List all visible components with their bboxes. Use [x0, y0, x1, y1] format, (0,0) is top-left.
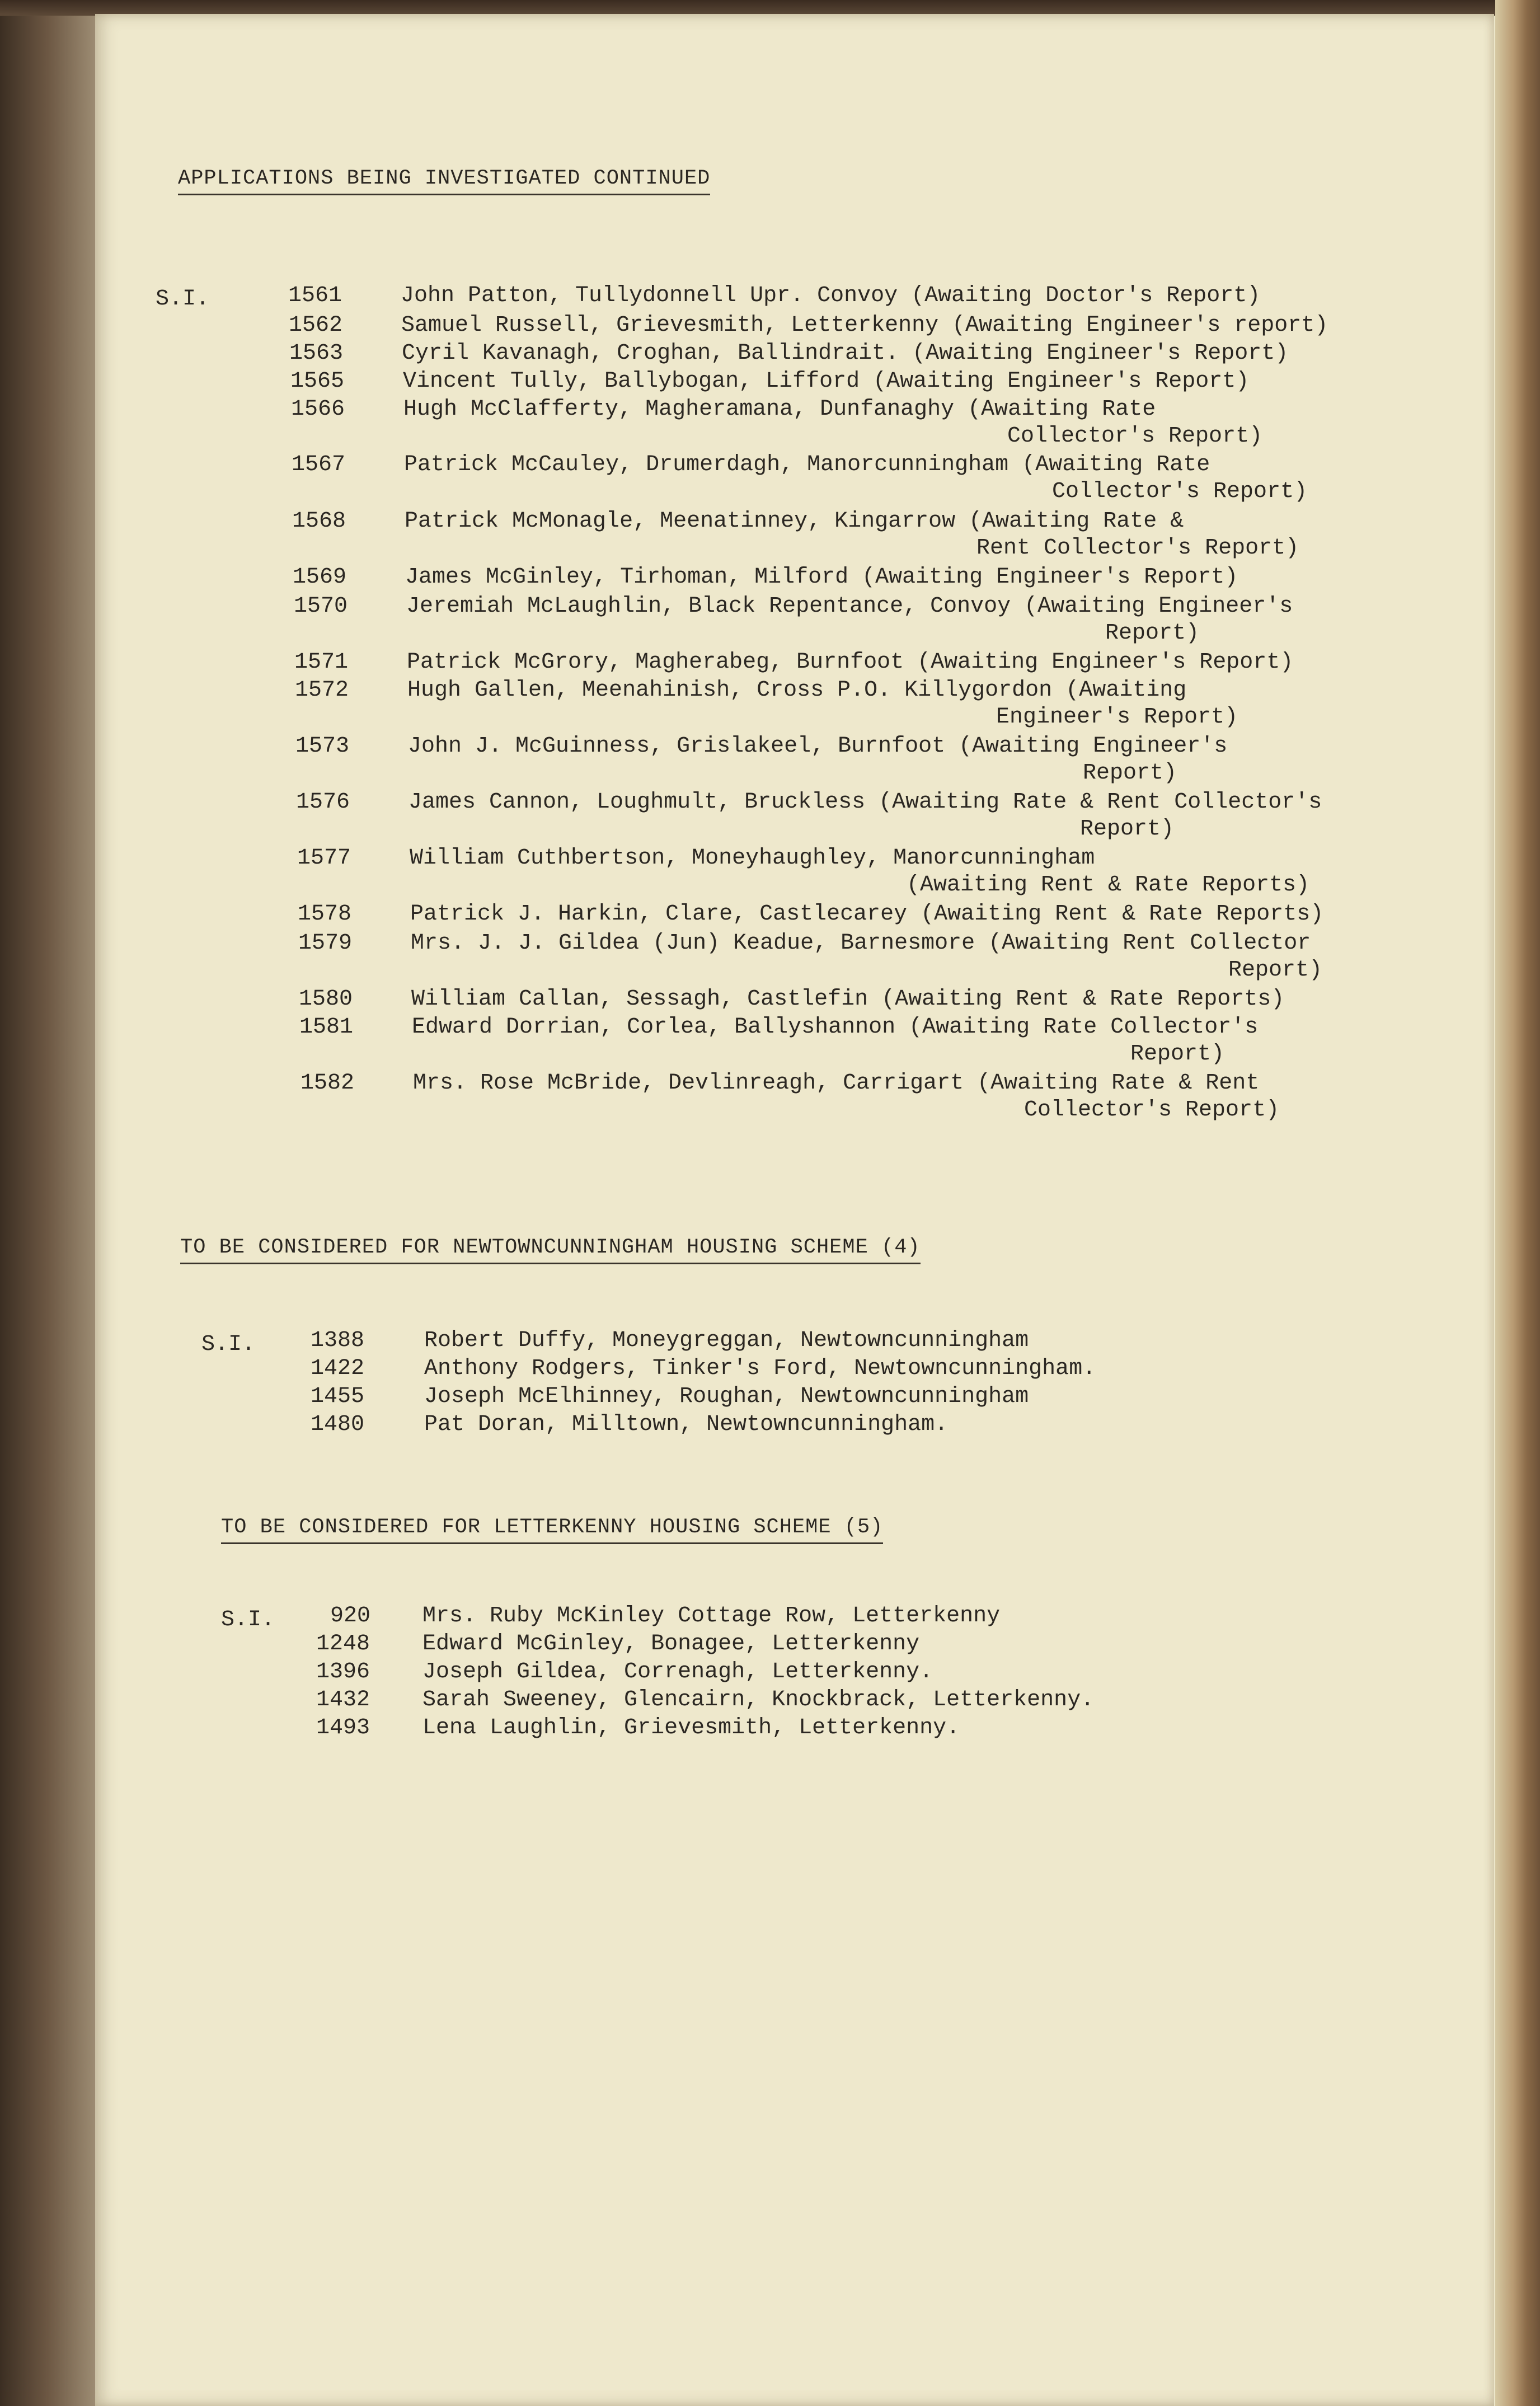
entry-text: John Patton, Tullydonnell Upr. Convoy (Awaiting Doctor's Report)	[401, 283, 1261, 308]
entry-number: 1566	[291, 397, 345, 422]
entry-text: Lena Laughlin, Grievesmith, Letterkenny.	[422, 1715, 960, 1741]
entry-number: 1562	[289, 313, 343, 338]
entry-text: Edward Dorrian, Corlea, Ballyshannon (Awaiting Rate Collector's	[412, 1015, 1259, 1040]
entry-number: 1569	[293, 565, 347, 590]
page-edge-right	[1495, 0, 1540, 2406]
section-heading: TO BE CONSIDERED FOR LETTERKENNY HOUSING SCHEME (5)	[221, 1516, 883, 1544]
entry-text: Samuel Russell, Grievesmith, Letterkenny (Awaiting Engineer's report)	[401, 313, 1328, 338]
entry-number: 1570	[294, 594, 348, 619]
entry-number: 1388	[311, 1328, 365, 1353]
entry-continuation: Engineer's Report)	[996, 705, 1238, 730]
entry-number: 1422	[311, 1356, 365, 1381]
entry-text: John J. McGuinness, Grislakeel, Burnfoot (Awaiting Engineer's	[408, 734, 1228, 759]
entry-continuation: Report)	[1083, 761, 1177, 786]
entry-number: 1571	[294, 650, 349, 675]
section-heading: APPLICATIONS BEING INVESTIGATED CONTINUED	[178, 167, 710, 195]
entry-text: Patrick McMonagle, Meenatinney, Kingarrow (Awaiting Rate &	[405, 509, 1184, 534]
entry-text: James Cannon, Loughmult, Bruckless (Awaiting Rate & Rent Collector's	[409, 790, 1322, 815]
entry-text: Edward McGinley, Bonagee, Letterkenny	[422, 1631, 920, 1657]
entry-continuation: Report)	[1130, 1042, 1225, 1067]
entry-number: 1582	[301, 1071, 355, 1096]
entry-text: Pat Doran, Milltown, Newtowncunningham.	[424, 1412, 949, 1437]
entry-text: James McGinley, Tirhoman, Milford (Awaiting Engineer's Report)	[405, 565, 1238, 590]
top-edge	[0, 0, 1540, 16]
entry-text: Vincent Tully, Ballybogan, Lifford (Awaiting Engineer's Report)	[403, 369, 1250, 394]
entry-text: Hugh Gallen, Meenahinish, Cross P.O. Killygordon (Awaiting	[407, 678, 1187, 703]
entry-continuation: Collector's Report)	[1052, 479, 1308, 504]
entry-number: 1455	[311, 1384, 365, 1409]
entry-text: Hugh McClafferty, Magheramana, Dunfanaghy (Awaiting Rate	[403, 397, 1156, 422]
entry-number: 1561	[288, 283, 342, 308]
section-heading: TO BE CONSIDERED FOR NEWTOWNCUNNINGHAM HOUSING SCHEME (4)	[180, 1236, 921, 1264]
entry-continuation: Report)	[1228, 958, 1323, 983]
entry-number: 1480	[311, 1412, 365, 1437]
entry-number: 1248	[316, 1631, 370, 1657]
entry-number: 1578	[298, 902, 352, 927]
entry-text: Sarah Sweeney, Glencairn, Knockbrack, Letterkenny.	[422, 1687, 1095, 1713]
entry-continuation: Rent Collector's Report)	[976, 536, 1299, 561]
entry-number: 1577	[297, 846, 351, 871]
entry-text: William Callan, Sessagh, Castlefin (Awaiting Rent & Rate Reports)	[411, 987, 1285, 1012]
entry-number: 1580	[299, 987, 353, 1012]
entry-continuation: Report)	[1105, 621, 1200, 646]
entry-text: Jeremiah McLaughlin, Black Repentance, Convoy (Awaiting Engineer's	[406, 594, 1293, 619]
entry-number: 1573	[295, 734, 350, 759]
entry-number: 1572	[295, 678, 349, 703]
entry-continuation: Report)	[1080, 817, 1175, 842]
entry-number: 1581	[299, 1015, 354, 1040]
entry-number: 1432	[316, 1687, 370, 1713]
entry-continuation: (Awaiting Rent & Rate Reports)	[907, 873, 1310, 898]
entry-text: Anthony Rodgers, Tinker's Ford, Newtowncunningham.	[424, 1356, 1096, 1381]
section-prefix: S.I.	[156, 287, 210, 312]
section-prefix: S.I.	[221, 1607, 275, 1633]
entry-text: Robert Duffy, Moneygreggan, Newtowncunningham	[424, 1328, 1029, 1353]
entry-number: 1493	[316, 1715, 370, 1741]
entry-text: Cyril Kavanagh, Croghan, Ballindrait. (Awaiting Engineer's Report)	[402, 341, 1289, 366]
entry-number: 1579	[298, 931, 353, 956]
entry-text: Patrick McGrory, Magherabeg, Burnfoot (Awaiting Engineer's Report)	[407, 650, 1294, 675]
entry-number: 1567	[292, 452, 346, 477]
entry-number: 1565	[290, 369, 345, 394]
entry-text: Joseph Gildea, Correnagh, Letterkenny.	[422, 1659, 933, 1685]
entry-number: 1576	[296, 790, 350, 815]
entry-text: Patrick J. Harkin, Clare, Castlecarey (Awaiting Rent & Rate Reports)	[410, 902, 1324, 927]
section-prefix: S.I.	[201, 1332, 256, 1357]
entry-number: 1568	[292, 509, 346, 534]
entry-continuation: Collector's Report)	[1007, 424, 1263, 449]
entry-text: Mrs. J. J. Gildea (Jun) Keadue, Barnesmore (Awaiting Rent Collector	[411, 931, 1311, 956]
entry-text: Joseph McElhinney, Roughan, Newtowncunningham	[424, 1384, 1029, 1409]
entry-continuation: Collector's Report)	[1024, 1098, 1280, 1123]
entry-text: Mrs. Ruby McKinley Cottage Row, Letterkenny	[422, 1603, 1001, 1629]
entry-number: 1396	[316, 1659, 370, 1685]
entry-number: 1563	[289, 341, 344, 366]
entry-number: 920	[330, 1603, 371, 1629]
entry-text: Patrick McCauley, Drumerdagh, Manorcunningham (Awaiting Rate	[404, 452, 1210, 477]
entry-text: Mrs. Rose McBride, Devlinreagh, Carrigart (Awaiting Rate & Rent	[413, 1071, 1260, 1096]
entry-text: William Cuthbertson, Moneyhaughley, Manorcunningham	[410, 846, 1095, 871]
